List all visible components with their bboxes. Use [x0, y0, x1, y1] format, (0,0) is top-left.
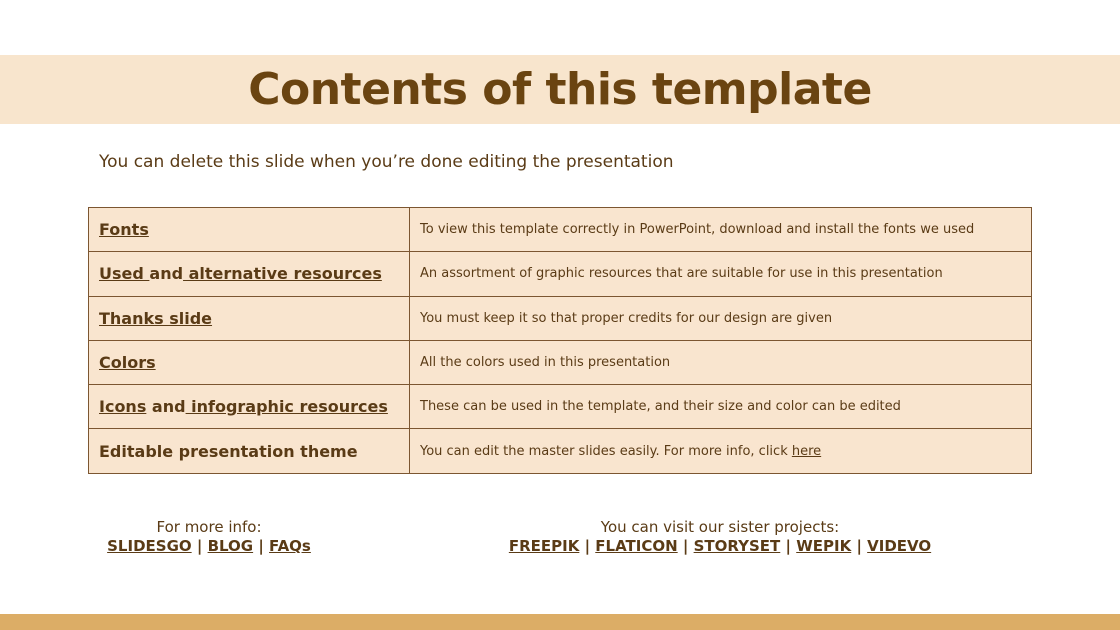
row-description	[410, 429, 1032, 473]
row-description-text: An assortment of graphic resources that are suitable for use in this presentation	[420, 266, 943, 282]
footer-link-blog[interactable]: BLOG	[207, 537, 254, 555]
separator: |	[780, 537, 797, 555]
footer-sister-label: You can visit our sister projects:	[600, 518, 840, 536]
row-title-link[interactable]: Icons	[99, 397, 147, 417]
row-title-link[interactable]: Thanks slide	[99, 308, 213, 328]
row-title-text: and	[146, 397, 186, 417]
row-description	[410, 385, 1032, 429]
footer-link-freepik[interactable]: FREEPIK	[508, 537, 580, 555]
title-banner	[0, 55, 1120, 124]
footer-more-info	[100, 518, 318, 556]
row-description	[410, 296, 1032, 340]
table-row	[89, 385, 1032, 429]
row-title-text: Editable presentation theme	[99, 441, 358, 461]
footer-link-faqs[interactable]: FAQs	[269, 537, 311, 555]
row-title-link[interactable]: infographic resources	[185, 397, 388, 417]
footer-link-slidesgo[interactable]: SLIDESGO	[107, 537, 192, 555]
row-title-text: and	[149, 264, 184, 284]
row-title	[89, 429, 410, 473]
table-row	[89, 340, 1032, 384]
row-title-link[interactable]: alternative resources	[183, 264, 382, 284]
separator: |	[579, 537, 596, 555]
footer-link-wepik[interactable]: WEPIK	[796, 537, 852, 555]
row-description	[410, 340, 1032, 384]
table-row	[89, 296, 1032, 340]
bottom-bar	[0, 614, 1120, 630]
separator: |	[677, 537, 694, 555]
table-row	[89, 252, 1032, 296]
footer-more-info-label: For more info:	[156, 518, 262, 536]
row-title-link[interactable]: Fonts	[99, 220, 149, 240]
separator: |	[191, 537, 208, 555]
row-title-link[interactable]: Used	[99, 264, 150, 284]
row-description-text: These can be used in the template, and their size and color can be edited	[420, 399, 901, 415]
table-row	[89, 429, 1032, 473]
row-description-text: All the colors used in this presentation	[420, 355, 671, 371]
footer-link-flaticon[interactable]: FLATICON	[595, 537, 678, 555]
row-title	[89, 385, 410, 429]
page-title: Contents of this template	[248, 64, 872, 115]
subtitle: You can delete this slide when you’re done editing the presentation	[99, 152, 674, 172]
row-description	[410, 208, 1032, 252]
here-link[interactable]: here	[791, 443, 822, 459]
footer-link-storyset[interactable]: STORYSET	[693, 537, 781, 555]
row-title	[89, 296, 410, 340]
row-title-link[interactable]: Colors	[99, 353, 156, 373]
row-description-text: You must keep it so that proper credits for our design are given	[420, 310, 833, 326]
row-description-text: To view this template correctly in PowerPoint, download and install the fonts we used	[420, 222, 975, 238]
row-title	[89, 208, 410, 252]
row-title	[89, 252, 410, 296]
row-title	[89, 340, 410, 384]
separator: |	[253, 537, 270, 555]
footer-sister-projects	[500, 518, 940, 556]
table-row	[89, 208, 1032, 252]
separator: |	[851, 537, 868, 555]
contents-table	[88, 207, 1032, 474]
row-description-text: You can edit the master slides easily. For more info, click	[420, 443, 792, 459]
footer-link-videvo[interactable]: VIDEVO	[867, 537, 932, 555]
row-description	[410, 252, 1032, 296]
